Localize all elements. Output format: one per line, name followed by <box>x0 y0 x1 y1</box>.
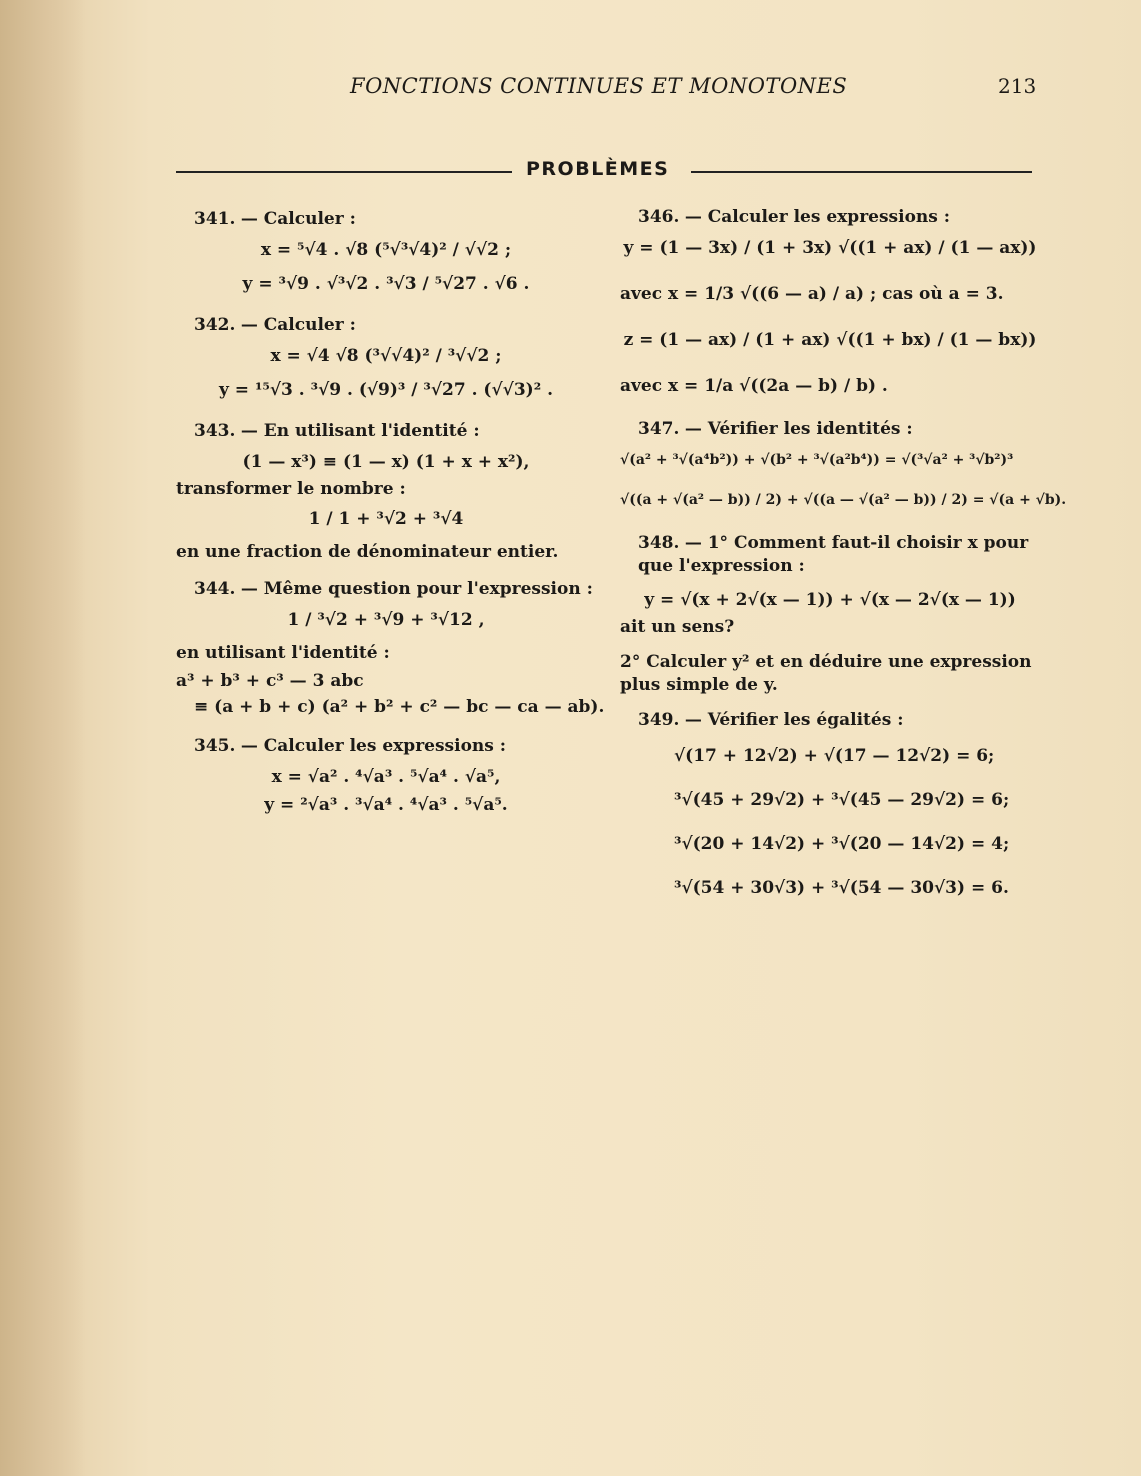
problem-text: transformer le nombre : <box>176 479 406 499</box>
equation: 1 / ³√2 + ³√9 + ³√12 , <box>287 610 485 630</box>
problem-statement: — Calculer : <box>240 315 356 335</box>
problem-342 <box>176 314 596 337</box>
equation: x = √4 √8 (³√√4)² / ³√√2 ; <box>270 346 502 366</box>
equation: y = ¹⁵√3 . ³√9 . (√9)³ / ³√27 . (√√3)² . <box>219 380 553 400</box>
problem-number: 349. <box>638 710 680 730</box>
equation: a³ + b³ + c³ — 3 abc <box>176 671 364 691</box>
problem-number: 345. <box>194 736 236 756</box>
equation: (1 — x³) ≡ (1 — x) (1 + x + x²), <box>242 452 530 472</box>
problem-347 <box>620 418 1040 441</box>
problem-statement: — 1° Comment faut-il choisir x pour que l'expression : <box>638 533 1029 576</box>
equation: ³√(45 + 29√2) + ³√(45 — 29√2) = 6; <box>674 790 1010 810</box>
problem-statement: — Même question pour l'expression : <box>240 579 593 599</box>
equation: ³√(54 + 30√3) + ³√(54 — 30√3) = 6. <box>674 878 1009 898</box>
section-rule-left <box>176 171 512 173</box>
equation: y = ³√9 . √³√2 . ³√3 / ⁵√27 . √6 . <box>242 274 530 294</box>
equation: y = (1 — 3x) / (1 + 3x) √((1 + ax) / (1 — ax)) <box>623 238 1037 258</box>
problem-number: 347. <box>638 419 680 439</box>
problem-statement: — Vérifier les égalités : <box>684 710 904 730</box>
equation: ≡ (a + b + c) (a² + b² + c² — bc — ca — ab). <box>194 697 605 717</box>
section-rule-right <box>691 171 1032 173</box>
problem-text: en une fraction de dénominateur entier. <box>176 542 559 562</box>
equation: x = √a² . ⁴√a³ . ⁵√a⁴ . √a⁵, <box>271 767 501 787</box>
equation: y = ²√a³ . ³√a⁴ . ⁴√a³ . ⁵√a⁵. <box>264 795 508 815</box>
page-number: 213 <box>998 74 1037 98</box>
running-header <box>0 74 1141 104</box>
problem-number: 346. <box>638 207 680 227</box>
equation: √((a + √(a² — b)) / 2) + √((a — √(a² — b)) / 2) = √(a + √b). <box>620 492 1067 508</box>
equation: √(a² + ³√(a⁴b²)) + √(b² + ³√(a²b⁴)) = √(³√a² + ³√b²)³ <box>620 452 1014 468</box>
problem-number: 342. <box>194 315 236 335</box>
section-title: PROBLÈMES <box>526 158 670 180</box>
problem-statement: — Calculer les expressions : <box>684 207 951 227</box>
section-heading <box>176 156 1034 186</box>
problem-343 <box>176 420 596 443</box>
problem-341 <box>176 208 596 231</box>
problem-statement: — En utilisant l'identité : <box>240 421 480 441</box>
problem-348 <box>620 532 1040 578</box>
problem-number: 348. <box>638 533 680 553</box>
running-header-title: FONCTIONS CONTINUES ET MONOTONES <box>350 74 848 98</box>
problem-text: 2° Calculer y² et en déduire une expression plus simple de y. <box>620 652 1032 695</box>
right-column <box>620 206 1067 910</box>
problem-344 <box>176 578 596 601</box>
equation: ³√(20 + 14√2) + ³√(20 — 14√2) = 4; <box>674 834 1010 854</box>
problem-number: 344. <box>194 579 236 599</box>
problem-statement: — Calculer les expressions : <box>240 736 507 756</box>
equation: avec x = 1/a √((2a — b) / b) . <box>620 376 888 396</box>
equation: 1 / 1 + ³√2 + ³√4 <box>308 509 464 529</box>
left-column <box>176 208 605 821</box>
problem-number: 343. <box>194 421 236 441</box>
problem-text: en utilisant l'identité : <box>176 643 390 663</box>
problem-text: ait un sens? <box>620 617 735 637</box>
problem-349 <box>620 709 1040 732</box>
problem-346 <box>620 206 1040 229</box>
problem-345 <box>176 735 596 758</box>
problem-number: 341. <box>194 209 236 229</box>
equation: avec x = 1/3 √((6 — a) / a) ; cas où a = 3. <box>620 284 1004 304</box>
equation-list <box>620 744 1040 900</box>
equation: z = (1 — ax) / (1 + ax) √((1 + bx) / (1 — bx)) <box>623 330 1037 350</box>
equation: x = ⁵√4 . √8 (⁵√³√4)² / √√2 ; <box>260 240 512 260</box>
equation: y = √(x + 2√(x — 1)) + √(x — 2√(x — 1)) <box>644 590 1016 610</box>
problem-statement: — Calculer : <box>240 209 356 229</box>
equation: √(17 + 12√2) + √(17 — 12√2) = 6; <box>674 746 995 766</box>
page-gutter-shadow <box>0 0 86 1476</box>
problem-statement: — Vérifier les identités : <box>684 419 913 439</box>
